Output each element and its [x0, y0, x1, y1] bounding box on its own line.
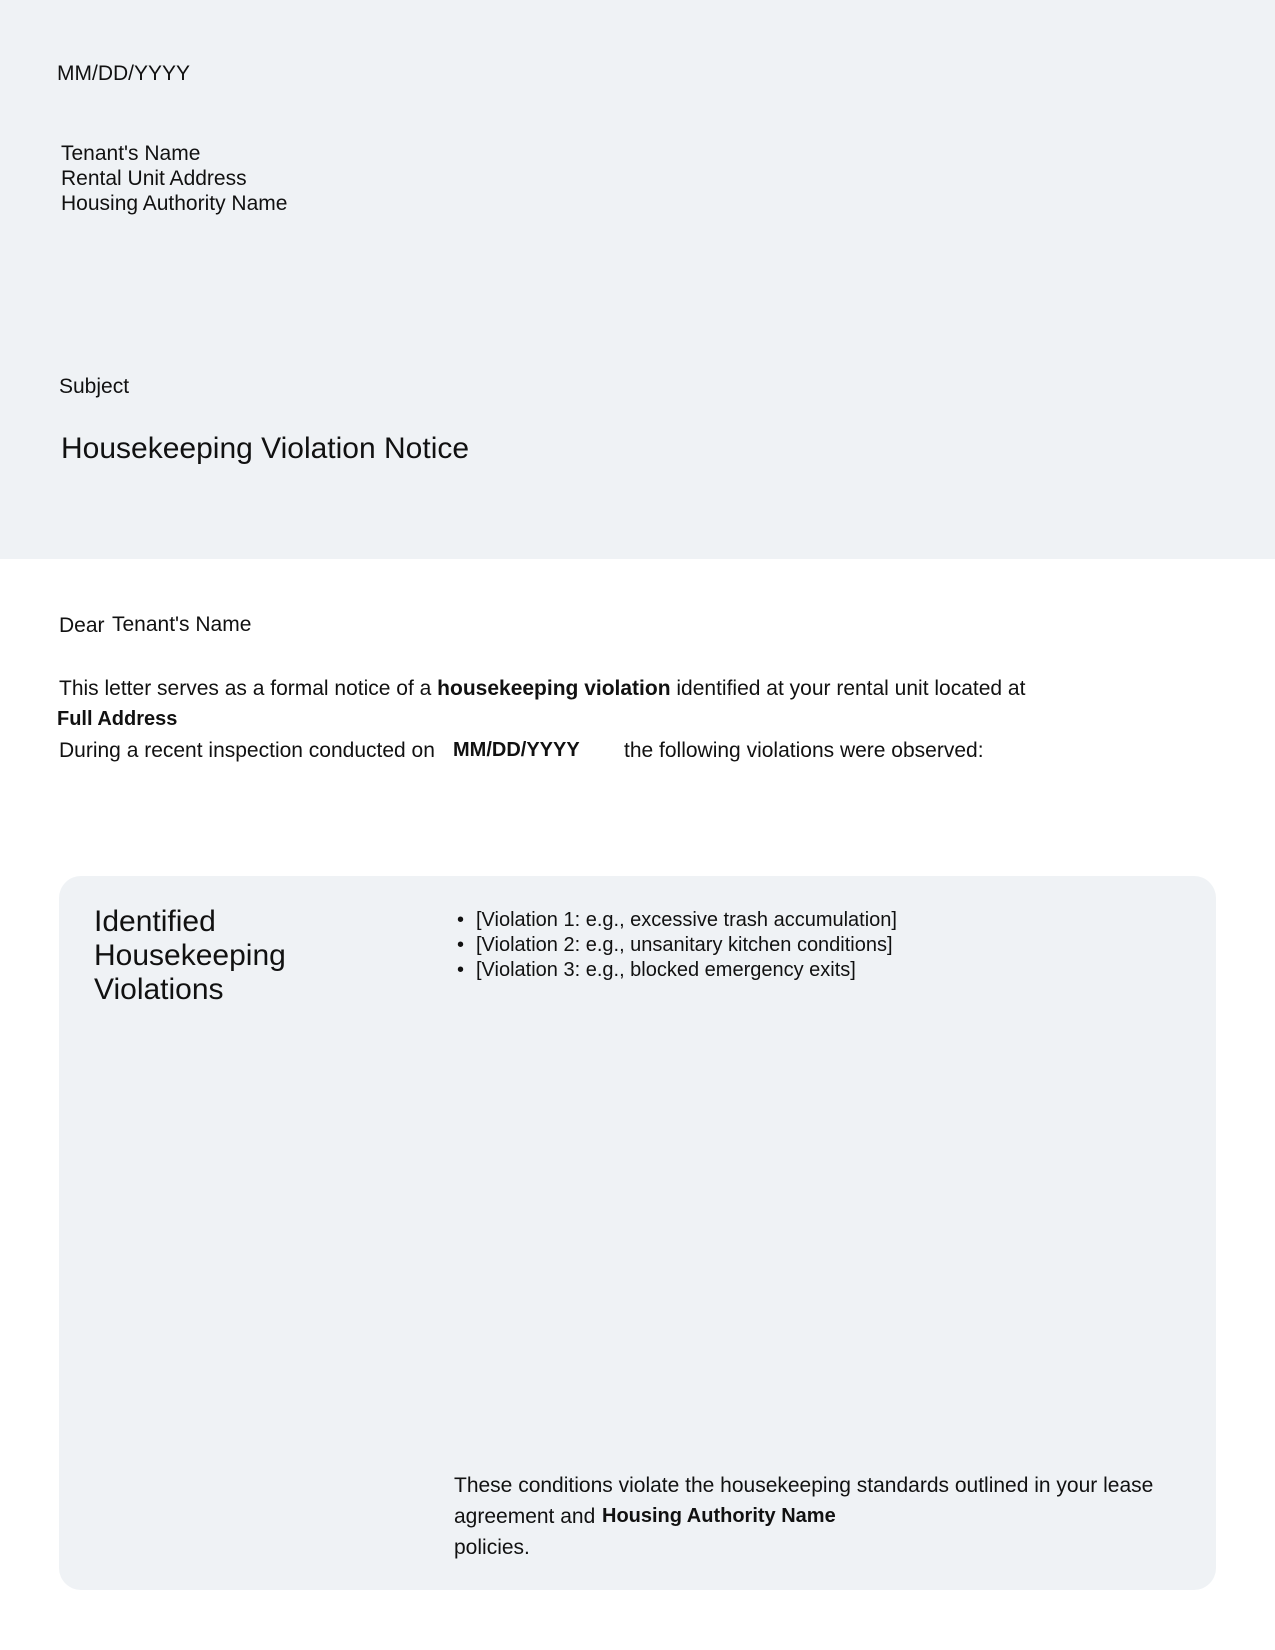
inspection-text-before: During a recent inspection conducted on	[59, 739, 435, 762]
closing-line-1: These conditions violate the housekeeping standards outlined in your lease	[454, 1474, 1154, 1497]
inspection-text-after: the following violations were observed:	[624, 739, 984, 762]
recipient-rental-unit-address: Rental Unit Address	[61, 167, 247, 190]
list-item: • [Violation 3: e.g., blocked emergency exits]	[455, 958, 897, 983]
intro-violation-term: housekeeping violation	[437, 677, 671, 700]
header-band	[0, 0, 1275, 559]
closing-housing-authority: Housing Authority Name	[602, 1505, 836, 1527]
greeting-word: Dear	[59, 614, 105, 637]
violations-heading: Identified Housekeeping Violations	[94, 905, 286, 1006]
closing-line-3: policies.	[454, 1536, 530, 1559]
intro-text-before: This letter serves as a formal notice of a	[59, 677, 432, 700]
greeting-name: Tenant's Name	[112, 613, 252, 636]
list-item: • [Violation 2: e.g., unsanitary kitchen conditions]	[455, 933, 897, 958]
subject-title: Housekeeping Violation Notice	[61, 432, 470, 465]
letter-date: MM/DD/YYYY	[57, 62, 191, 85]
intro-text-after: identified at your rental unit located at	[676, 677, 1026, 700]
inspection-date: MM/DD/YYYY	[453, 739, 580, 761]
recipient-housing-authority: Housing Authority Name	[61, 192, 288, 215]
violations-list	[455, 908, 897, 983]
full-address: Full Address	[57, 708, 178, 730]
list-item: • [Violation 1: e.g., excessive trash accumulation]	[455, 908, 897, 933]
subject-label: Subject	[59, 375, 130, 398]
intro-paragraph	[59, 676, 1025, 701]
closing-line-2-before: agreement and	[454, 1505, 596, 1528]
recipient-tenant-name: Tenant's Name	[61, 142, 201, 165]
